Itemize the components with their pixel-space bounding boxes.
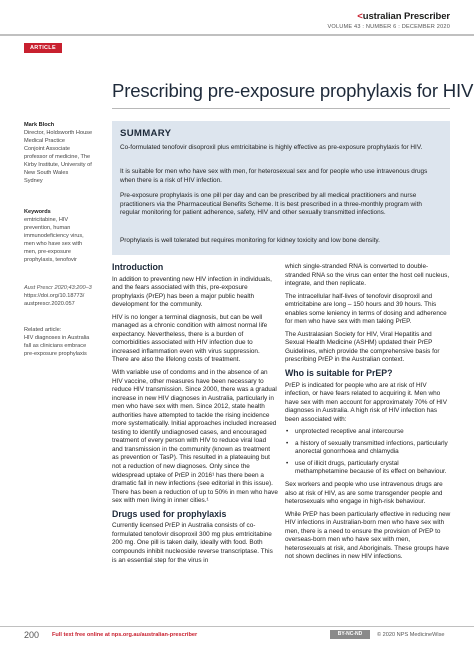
body-paragraph: While PrEP has been particularly effective in reducing new HIV infections in Australian-born men who have sex with men, there is a need to ensure the provision of PrEP to overseas-born men who have sex with men, heterosexuals at risk, and Aboriginals. These groups have not shown declines in new HIV infections. — [285, 510, 451, 561]
author-affiliation-line: Conjoint Associate — [24, 146, 71, 152]
doi-link[interactable]: https://doi.org/10.18773/ — [24, 293, 85, 299]
summary-heading: SUMMARY — [120, 128, 172, 139]
keywords-line: prevention, human — [24, 225, 71, 231]
doi-link[interactable]: austprescr.2020.057 — [24, 301, 75, 307]
summary-paragraph: Pre-exposure prophylaxis is one pill per day and can be prescribed by all medical practitioners and nurse practitioners via the Pharmaceutical Benefits Scheme. It is best prescribed in a three-monthly program with regular monitoring for patient adherence, safety, HIV and other sexually transmitted infections. — [120, 192, 422, 217]
article-title: Prescribing pre-exposure prophylaxis for HIV — [112, 80, 474, 101]
citation-line: Aust Prescr 2020;43:200–3 — [24, 285, 92, 291]
issue-info: VOLUME 43 : NUMBER 6 : DECEMBER 2020 — [327, 24, 450, 30]
list-item: • unprotected receptive anal intercourse — [285, 428, 451, 437]
copyright-notice: © 2020 NPS MedicineWise — [377, 632, 445, 638]
body-paragraph: With variable use of condoms and in the absence of an HIV vaccine, other measures have been necessary to reduce HIV transmission. Since 2000, there was a gradual increase in new HIV diagnoses in Australia, particularly in men who have sex with men. Since 2012, state health authorities have attempted to tackle the rising incidence more systematically. Initial approaches included increased testing to identify undiagnosed cases, and encouraged treatment of every person with HIV to reduce viral load and transmission in the community (known as treatment as prevention or TasP). This resulted in a plateauing but not a reduction of new diagnoses. Only since the widespread uptake of PrEP in 2016¹ has there been a dramatic fall in new infections (see editorial in this issue). There has been a reduction of up to 50% in men who have sex with men living in inner cities.¹ — [112, 369, 278, 505]
keywords-line: prophylaxis, tenofovir — [24, 257, 77, 263]
keywords-line: men, pre-exposure — [24, 249, 71, 255]
related-heading: Related article: — [24, 327, 62, 333]
related-article-block — [24, 326, 104, 358]
author-affiliation-line: Kirby Institute, University of — [24, 162, 92, 168]
author-affiliation-line: Sydney — [24, 178, 43, 184]
header-divider — [0, 34, 474, 36]
section-heading: Introduction — [112, 262, 164, 272]
summary-paragraph: Prophylaxis is well tolerated but requires monitoring for kidney toxicity and low bone density. — [120, 237, 380, 244]
related-link[interactable]: pre-exposure prophylaxis — [24, 351, 87, 357]
body-paragraph: Currently licensed PrEP in Australia consists of co-formulated tenofovir disoproxil 300 mg plus emtricitabine 200 mg. One pill is taken daily, ideally with food. Both compounds inhibit nucleoside reverse transcriptase. This is an essential step for the virus in — [112, 522, 273, 564]
list-item: • use of illicit drugs, particularly crystal methamphetamine because of its effect on behaviour. — [285, 460, 451, 477]
author-affiliation-line: New South Wales — [24, 170, 69, 176]
logo-mark-icon: < — [357, 11, 363, 22]
body-paragraph: HIV is no longer a terminal diagnosis, but can be well managed as a chronic condition with almost normal life expectancy. Nevertheless, there is a burden of comorbidities associated with HIV infection due to increased inflammation even with virus suppression. There are also the lifelong costs of treatment. — [112, 313, 268, 364]
keywords-line: immunodeficiency virus, — [24, 233, 84, 239]
title-divider — [112, 108, 450, 109]
summary-paragraph: It is suitable for men who have sex with men, for heterosexual sex and for people who use intravenous drugs when there is a risk of HIV infection. — [120, 168, 428, 184]
list-item: • a history of sexually transmitted infections, particularly anorectal gonorrhoea and chlamydia — [285, 440, 451, 457]
summary-paragraph: Co-formulated tenofovir disoproxil plus emtricitabine is highly effective as pre-exposure prophylaxis for HIV. — [120, 144, 423, 151]
journal-name: ustralian Prescriber — [362, 11, 450, 22]
keywords-heading: Keywords — [24, 209, 51, 215]
section-heading: Who is suitable for PrEP? — [285, 368, 393, 379]
author-affiliation-line: professor of medicine, The — [24, 154, 91, 160]
related-link[interactable]: HIV diagnoses in Australia — [24, 335, 90, 341]
citation-block — [24, 284, 104, 308]
body-paragraph: The intracellular half-lives of tenofovir disoproxil and emtricitabine are long – 150 hours and 39 hours. This enables some leniency in terms of dosing and adherence for men who have sex with men taking PrEP. — [285, 292, 447, 326]
body-paragraph: PrEP is indicated for people who are at risk of HIV infection, or have fears related to acquiring it. Men who have sex with men account for approximately 70% of HIV diagnoses in Australia. A high risk of HIV infection has been associated with: — [285, 381, 447, 423]
keywords-line: emtricitabine, HIV — [24, 217, 69, 223]
creative-commons-license-icon: BY-NC-ND — [330, 630, 370, 639]
body-paragraph: The Australasian Society for HIV, Viral Hepatitis and Sexual Health Medicine (ASHM) updated their PrEP Guidelines, which provide the comprehensive basis for prescribing PrEP in the Australian context. — [285, 330, 440, 364]
risk-list — [285, 428, 451, 477]
related-link[interactable]: fall as clinicians embrace — [24, 343, 87, 349]
author-affiliation-line: Medical Practice — [24, 138, 66, 144]
page-number: 200 — [24, 630, 40, 640]
summary-box — [112, 121, 450, 255]
section-badge: ARTICLE — [24, 43, 62, 53]
body-paragraph: In addition to preventing new HIV infection in individuals, and the fears associated with this, pre-exposure prophylaxis (PrEP) has been a major public health development for the community. — [112, 275, 272, 309]
author-affiliation-line: Director, Holdsworth House — [24, 130, 93, 136]
section-heading: Drugs used for prophylaxis — [112, 508, 227, 519]
author-name: Mark Bloch — [24, 122, 55, 128]
body-column-right — [285, 263, 451, 566]
body-paragraph: which single-stranded RNA is converted to double-stranded RNA so the virus can enter the host cell nucleus, integrate, and then replicate. — [285, 263, 450, 288]
footer-divider — [0, 626, 474, 627]
author-block — [24, 121, 104, 185]
keywords-block — [24, 208, 104, 264]
journal-logo — [357, 11, 450, 22]
body-column-left — [112, 263, 278, 569]
keywords-line: men who have sex with — [24, 241, 83, 247]
body-paragraph: Sex workers and people who use intravenous drugs are also at risk of HIV, as are some transgender people and heterosexuals who engage in high-risk behaviour. — [285, 481, 443, 506]
full-text-link[interactable]: Full text free online at nps.org.au/australian-prescriber — [52, 632, 198, 638]
